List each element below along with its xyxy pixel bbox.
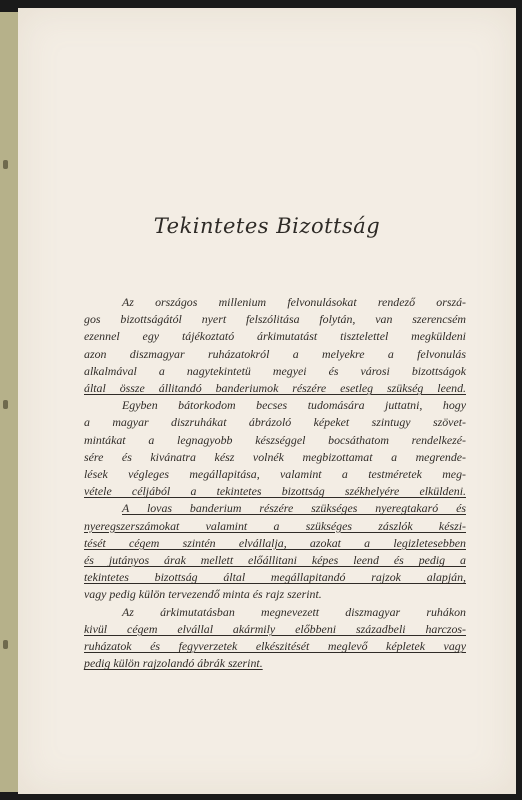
text-line: tekintetes bizottság által megállapitandó rajzok alapján, (84, 570, 466, 585)
binding-hole (3, 640, 8, 649)
text-line: Az országos millenium felvonulásokat rendező orszá- (122, 295, 466, 309)
text-line: által össze állitandó banderiumok részére esetleg szükség leend. (84, 381, 466, 396)
paragraph (84, 294, 466, 311)
text-line: kivül cégem elvállal akármily előbbeni századbeli harczos- (84, 621, 466, 636)
text-line: A lovas banderium részére szükséges nyeregtakaró és (122, 501, 466, 516)
text-line: alkalmával a nagytekintetü megyei és városi bizottságok (84, 363, 466, 378)
text-line: ezennel egy tájékoztató árkimutatást tisztelettel megküldeni (84, 329, 466, 344)
letter-title: Tekintetes Bizottság (153, 214, 381, 238)
binding-hole (3, 160, 8, 169)
text-line: a magyar diszruhákat ábrázoló képeket szintugy szövet- (84, 415, 466, 430)
text-line: lések végleges megállapitása, valamint a testméretek meg- (84, 467, 466, 482)
text-line: mintákat a legnagyobb készséggel bocsáthatom rendelkezé- (84, 432, 466, 447)
text-line: vagy pedig külön tervezendő minta és rajz szerint. (84, 587, 322, 602)
text-line: azon diszmagyar ruházatokról a melyekre a felvonulás (84, 346, 466, 361)
text-line: ruházatok és fegyverzetek elkészitését meglevő képletek vagy (84, 639, 466, 654)
letter-body (84, 294, 466, 672)
text-line: Az árkimutatásban megnevezett diszmagyar ruhákon (122, 604, 466, 619)
letter-page (18, 8, 516, 794)
text-line: tését cégem szintén elvállalja, azokat a legizletesebben (84, 535, 466, 550)
text-line: nyeregszerszámokat valamint a szükséges zászlók készi- (84, 518, 466, 533)
text-line: gos bizottságától nyert felszólitása folytán, van szerencsém (84, 312, 466, 327)
text-line: Egyben bátorkodom becses tudomására juttatni, hogy (122, 398, 466, 413)
text-line: vétele céljából a tekintetes bizottság székhelyére elküldeni. (84, 484, 466, 499)
binding-hole (3, 400, 8, 409)
text-line: és jutányos árak mellett előállitani képes leend és pedig a (84, 553, 466, 568)
text-line: sére és kivánatra kész volnék megbizottamat a megrende- (84, 449, 466, 464)
text-line: pedig külön rajzolandó ábrák szerint. (84, 656, 263, 671)
